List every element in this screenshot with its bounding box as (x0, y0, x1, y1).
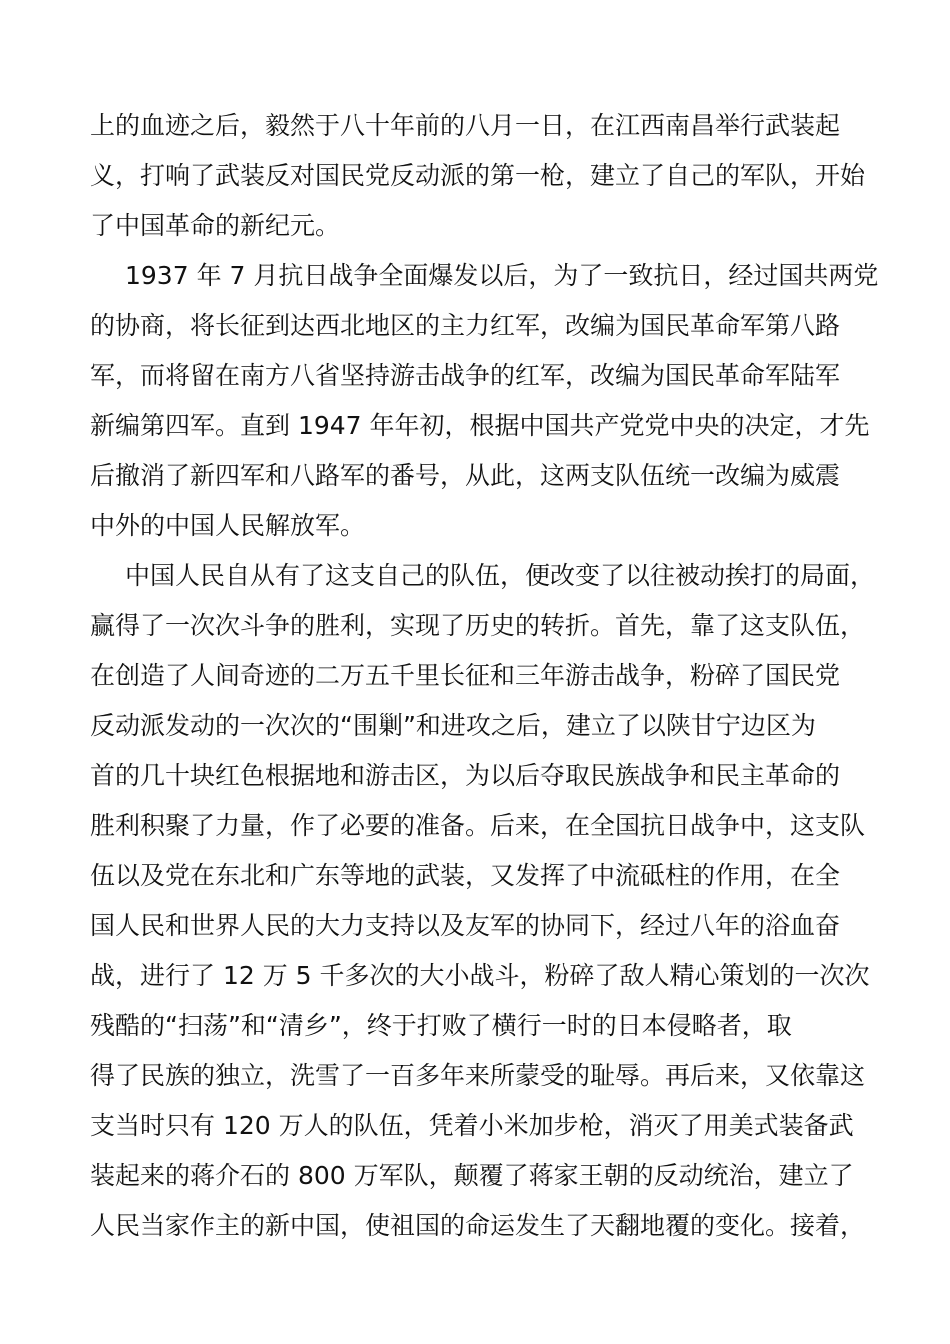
text-line: 得了民族的独立，洗雪了一百多年来所蒙受的耻辱。再后来，又依靠这 (90, 1061, 866, 1090)
text-line: 伍以及党在东北和广东等地的武装，又发挥了中流砥柱的作用，在全 (90, 861, 841, 890)
text-line: 后撤消了新四军和八路军的番号，从此，这两支队伍统一改编为威震 (90, 461, 841, 490)
text-line: 战，进行了 12 万 5 千多次的大小战斗，粉碎了敌人精心策划的一次次 (90, 961, 870, 990)
paragraph-first-line: 1937 年 7 月抗日战争全面爆发以后，为了一致抗日，经过国共两党 (125, 261, 879, 290)
text-line: 国人民和世界人民的大力支持以及友军的协同下，经过八年的浴血奋 (90, 911, 841, 940)
text-line: 支当时只有 120 万人的队伍，凭着小米加步枪，消灭了用美式装备武 (90, 1111, 854, 1140)
text-line: 新编第四军。直到 1947 年年初，根据中国共产党党中央的决定，才先 (90, 411, 870, 440)
text-line: 人民当家作主的新中国，使祖国的命运发生了天翻地覆的变化。接着， (90, 1211, 866, 1240)
text-line: 反动派发动的一次次的“围剿”和进攻之后，建立了以陕甘宁边区为 (90, 711, 816, 740)
text-line: 首的几十块红色根据地和游击区，为以后夺取民族战争和民主革命的 (90, 761, 841, 790)
text-line: 义，打响了武装反对国民党反动派的第一枪，建立了自己的军队，开始 (90, 161, 866, 190)
paragraph-first-line: 中国人民自从有了这支自己的队伍，便改变了以往被动挨打的局面， (125, 561, 876, 590)
text-line: 了中国革命的新纪元。 (90, 211, 341, 240)
text-line: 赢得了一次次斗争的胜利，实现了历史的转折。首先，靠了这支队伍， (90, 611, 866, 640)
text-line: 装起来的蒋介石的 800 万军队，颠覆了蒋家王朝的反动统治，建立了 (90, 1161, 854, 1190)
text-line: 中外的中国人民解放军。 (90, 511, 366, 540)
text-line: 在创造了人间奇迹的二万五千里长征和三年游击战争，粉碎了国民党 (90, 661, 841, 690)
text-line: 上的血迹之后，毅然于八十年前的八月一日，在江西南昌举行武装起 (90, 111, 841, 140)
text-line: 军，而将留在南方八省坚持游击战争的红军，改编为国民革命军陆军 (90, 361, 841, 390)
text-line: 残酷的“扫荡”和“清乡”，终于打败了横行一时的日本侵略者，取 (90, 1011, 792, 1040)
text-line: 胜利积聚了力量，作了必要的准备。后来，在全国抗日战争中，这支队 (90, 811, 866, 840)
text-line: 的协商，将长征到达西北地区的主力红军，改编为国民革命军第八路 (90, 311, 841, 340)
